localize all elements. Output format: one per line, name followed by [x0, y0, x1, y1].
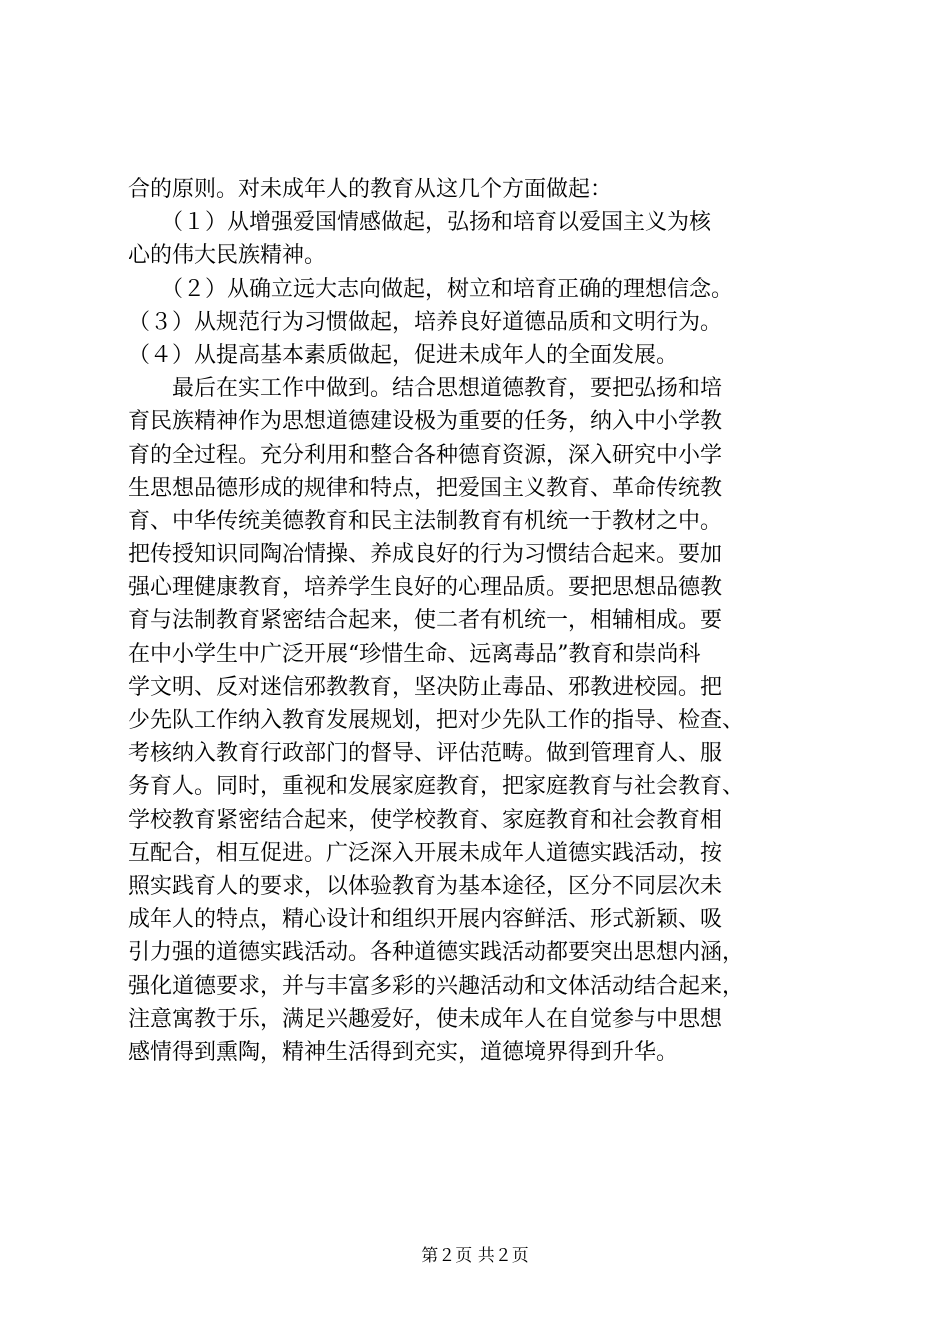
text-line: 把传授知识同陶冶情操、养成良好的行为习惯结合起来。要加	[128, 542, 723, 568]
text-line: （３）从规范行为习惯做起，培养良好道德品质和文明行为。	[128, 309, 723, 335]
text-line: 育民族精神作为思想道德建设极为重要的任务，纳入中小学教	[128, 409, 723, 435]
text-line: 务育人。同时，重视和发展家庭教育，把家庭教育与社会教育、	[128, 774, 745, 800]
text-line: 强心理健康教育，培养学生良好的心理品质。要把思想品德教	[128, 575, 723, 601]
text-line: 考核纳入教育行政部门的督导、评估范畴。做到管理育人、服	[128, 741, 723, 767]
page-footer: 第２页 共２页	[421, 1246, 529, 1266]
text-line: 最后在实工作中做到。结合思想道德教育，要把弘扬和培	[128, 376, 723, 402]
text-line: 照实践育人的要求，以体验教育为基本途径，区分不同层次未	[128, 873, 723, 899]
text-line: 在中小学生中广泛开展“珍惜生命、远离毒品”教育和崇尚科	[128, 641, 701, 667]
text-line: 强化道德要求，并与丰富多彩的兴趣活动和文体活动结合起来，	[128, 973, 745, 999]
text-line: 成年人的特点，精心设计和组织开展内容鲜活、形式新颖、吸	[128, 907, 723, 933]
text-line: （１）从增强爱国情感做起，弘扬和培育以爱国主义为核	[128, 210, 712, 236]
text-line: 生思想品德形成的规律和特点，把爱国主义教育、革命传统教	[128, 475, 723, 501]
text-line: 感情得到熏陶，精神生活得到充实，道德境界得到升华。	[128, 1039, 679, 1065]
text-line: 学校教育紧密结合起来，使学校教育、家庭教育和社会教育相	[128, 807, 723, 833]
text-line: 引力强的道德实践活动。各种道德实践活动都要突出思想内涵，	[128, 940, 745, 966]
text-line: （４）从提高基本素质做起，促进未成年人的全面发展。	[128, 342, 679, 368]
text-line: 学文明、反对迷信邪教教育，坚决防止毒品、邪教进校园。把	[128, 674, 723, 700]
document-body	[128, 173, 848, 1069]
text-line: 互配合，相互促进。广泛深入开展未成年人道德实践活动，按	[128, 840, 723, 866]
text-line: 少先队工作纳入教育发展规划，把对少先队工作的指导、检查、	[128, 708, 745, 733]
text-line: 育与法制教育紧密结合起来，使二者有机统一，相辅相成。要	[128, 608, 723, 634]
text-line: 育的全过程。充分利用和整合各种德育资源，深入研究中小学	[128, 442, 723, 468]
text-line: （２）从确立远大志向做起，树立和培育正确的理想信念。	[128, 276, 734, 302]
text-line: 注意寓教于乐，满足兴趣爱好，使未成年人在自觉参与中思想	[128, 1006, 723, 1032]
text-line: 合的原则。对未成年人的教育从这几个方面做起：	[128, 177, 613, 202]
text-line: 育、中华传统美德教育和民主法制教育有机统一于教材之中。	[128, 508, 723, 534]
text-line: 心的伟大民族精神。	[128, 243, 327, 269]
